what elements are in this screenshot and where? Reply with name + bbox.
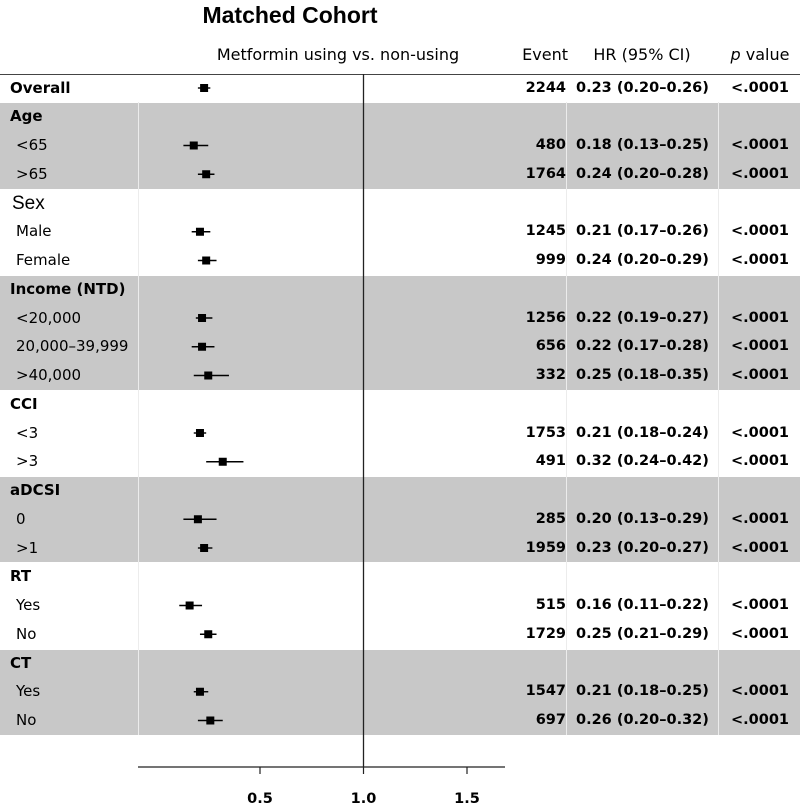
subgroup-label: >65 [16, 164, 48, 183]
event-count: 515 [535, 597, 566, 614]
hazard-ratio-ci: 0.18 (0.13–0.25) [576, 137, 709, 154]
subgroup-label: Male [16, 222, 52, 241]
hazard-ratio-ci: 0.21 (0.17–0.26) [576, 223, 709, 240]
event-count: 999 [535, 252, 566, 269]
p-value: <.0001 [730, 712, 789, 729]
subgroup-label: <65 [16, 136, 48, 155]
hr-point-marker [194, 515, 202, 523]
hazard-ratio-ci: 0.23 (0.20–0.26) [576, 79, 709, 96]
hr-point-marker [200, 544, 208, 552]
hazard-ratio-ci: 0.22 (0.17–0.28) [576, 338, 709, 355]
p-value: <.0001 [730, 252, 789, 269]
p-value: <.0001 [730, 137, 789, 154]
hazard-ratio-ci: 0.26 (0.20–0.32) [576, 712, 709, 729]
hr-point-marker [202, 170, 210, 178]
event-count: 1245 [525, 223, 566, 240]
event-count: 2244 [525, 79, 566, 96]
column-header-event: Event [522, 45, 568, 64]
x-tick-label: 1.0 [350, 791, 377, 806]
hazard-ratio-ci: 0.23 (0.20–0.27) [576, 539, 709, 556]
p-value: <.0001 [730, 625, 789, 642]
event-count: 1753 [525, 424, 566, 441]
hazard-ratio-ci: 0.24 (0.20–0.29) [576, 252, 709, 269]
hazard-ratio-ci: 0.21 (0.18–0.25) [576, 683, 709, 700]
event-count: 480 [535, 137, 566, 154]
group-label: aDCSI [10, 481, 61, 500]
p-value: <.0001 [730, 597, 789, 614]
event-count: 332 [535, 367, 566, 384]
subgroup-label: >40,000 [16, 366, 82, 385]
hr-point-marker [196, 688, 204, 696]
group-label: Overall [10, 78, 71, 97]
column-header-hr: HR (95% CI) [593, 45, 691, 64]
chart-title: Matched Cohort [202, 2, 378, 28]
p-value: <.0001 [730, 223, 789, 240]
subgroup-label: <3 [16, 423, 39, 442]
p-value: <.0001 [730, 309, 789, 326]
event-count: 1256 [525, 309, 566, 326]
subgroup-label: 20,000–39,999 [16, 337, 129, 356]
hr-point-marker [198, 343, 206, 351]
subgroup-label: Female [16, 251, 71, 270]
x-tick-label: 0.5 [247, 791, 273, 806]
group-label: Income (NTD) [10, 279, 126, 298]
hazard-ratio-ci: 0.25 (0.21–0.29) [576, 625, 709, 642]
p-value: <.0001 [730, 510, 789, 527]
hazard-ratio-ci: 0.25 (0.18–0.35) [576, 367, 709, 384]
event-count: 1959 [525, 539, 566, 556]
hazard-ratio-ci: 0.24 (0.20–0.28) [576, 165, 709, 182]
event-count: 1764 [525, 165, 566, 182]
subgroup-label: No [16, 711, 37, 730]
p-italic-label: p [730, 45, 741, 64]
subgroup-label: 0 [16, 509, 26, 528]
x-tick-label: 1.5 [454, 791, 480, 806]
group-label: RT [10, 567, 32, 586]
hr-point-marker [202, 257, 210, 265]
p-value: <.0001 [730, 367, 789, 384]
p-value: <.0001 [730, 424, 789, 441]
event-count: 697 [535, 712, 566, 729]
hazard-ratio-ci: 0.32 (0.24–0.42) [576, 453, 709, 470]
column-header-comparison: Metformin using vs. non-using [216, 45, 460, 64]
hr-point-marker [219, 458, 227, 466]
hr-point-marker [196, 228, 204, 236]
subgroup-label: >3 [16, 452, 39, 471]
p-value: <.0001 [730, 683, 789, 700]
hazard-ratio-ci: 0.20 (0.13–0.29) [576, 510, 709, 527]
hazard-ratio-ci: 0.22 (0.19–0.27) [576, 309, 709, 326]
event-count: 1729 [525, 625, 566, 642]
hr-point-marker [186, 602, 194, 610]
p-value: <.0001 [730, 338, 789, 355]
hr-point-marker [204, 630, 212, 638]
subgroup-label: Yes [16, 682, 41, 701]
subgroup-label: Yes [16, 596, 41, 615]
hazard-ratio-ci: 0.16 (0.11–0.22) [576, 597, 709, 614]
p-value: <.0001 [730, 165, 789, 182]
hr-point-marker [204, 372, 212, 380]
hr-point-marker [198, 314, 206, 322]
group-label: Sex [12, 192, 45, 214]
hr-point-marker [206, 717, 214, 725]
subgroup-label: <20,000 [16, 308, 82, 327]
p-value: <.0001 [730, 79, 789, 96]
p-value-label: value [740, 45, 790, 64]
event-count: 285 [535, 510, 566, 527]
group-label: Age [10, 107, 43, 126]
hr-point-marker [200, 84, 208, 92]
subgroup-label: No [16, 624, 37, 643]
p-value: <.0001 [730, 539, 789, 556]
subgroup-label: >1 [16, 538, 39, 557]
hazard-ratio-ci: 0.21 (0.18–0.24) [576, 424, 709, 441]
event-count: 1547 [525, 683, 566, 700]
hr-point-marker [196, 429, 204, 437]
p-value: <.0001 [730, 453, 789, 470]
group-label: CCI [10, 394, 38, 413]
hr-point-marker [190, 142, 198, 150]
event-count: 491 [535, 453, 566, 470]
event-count: 656 [535, 338, 566, 355]
group-label: CT [10, 653, 32, 672]
